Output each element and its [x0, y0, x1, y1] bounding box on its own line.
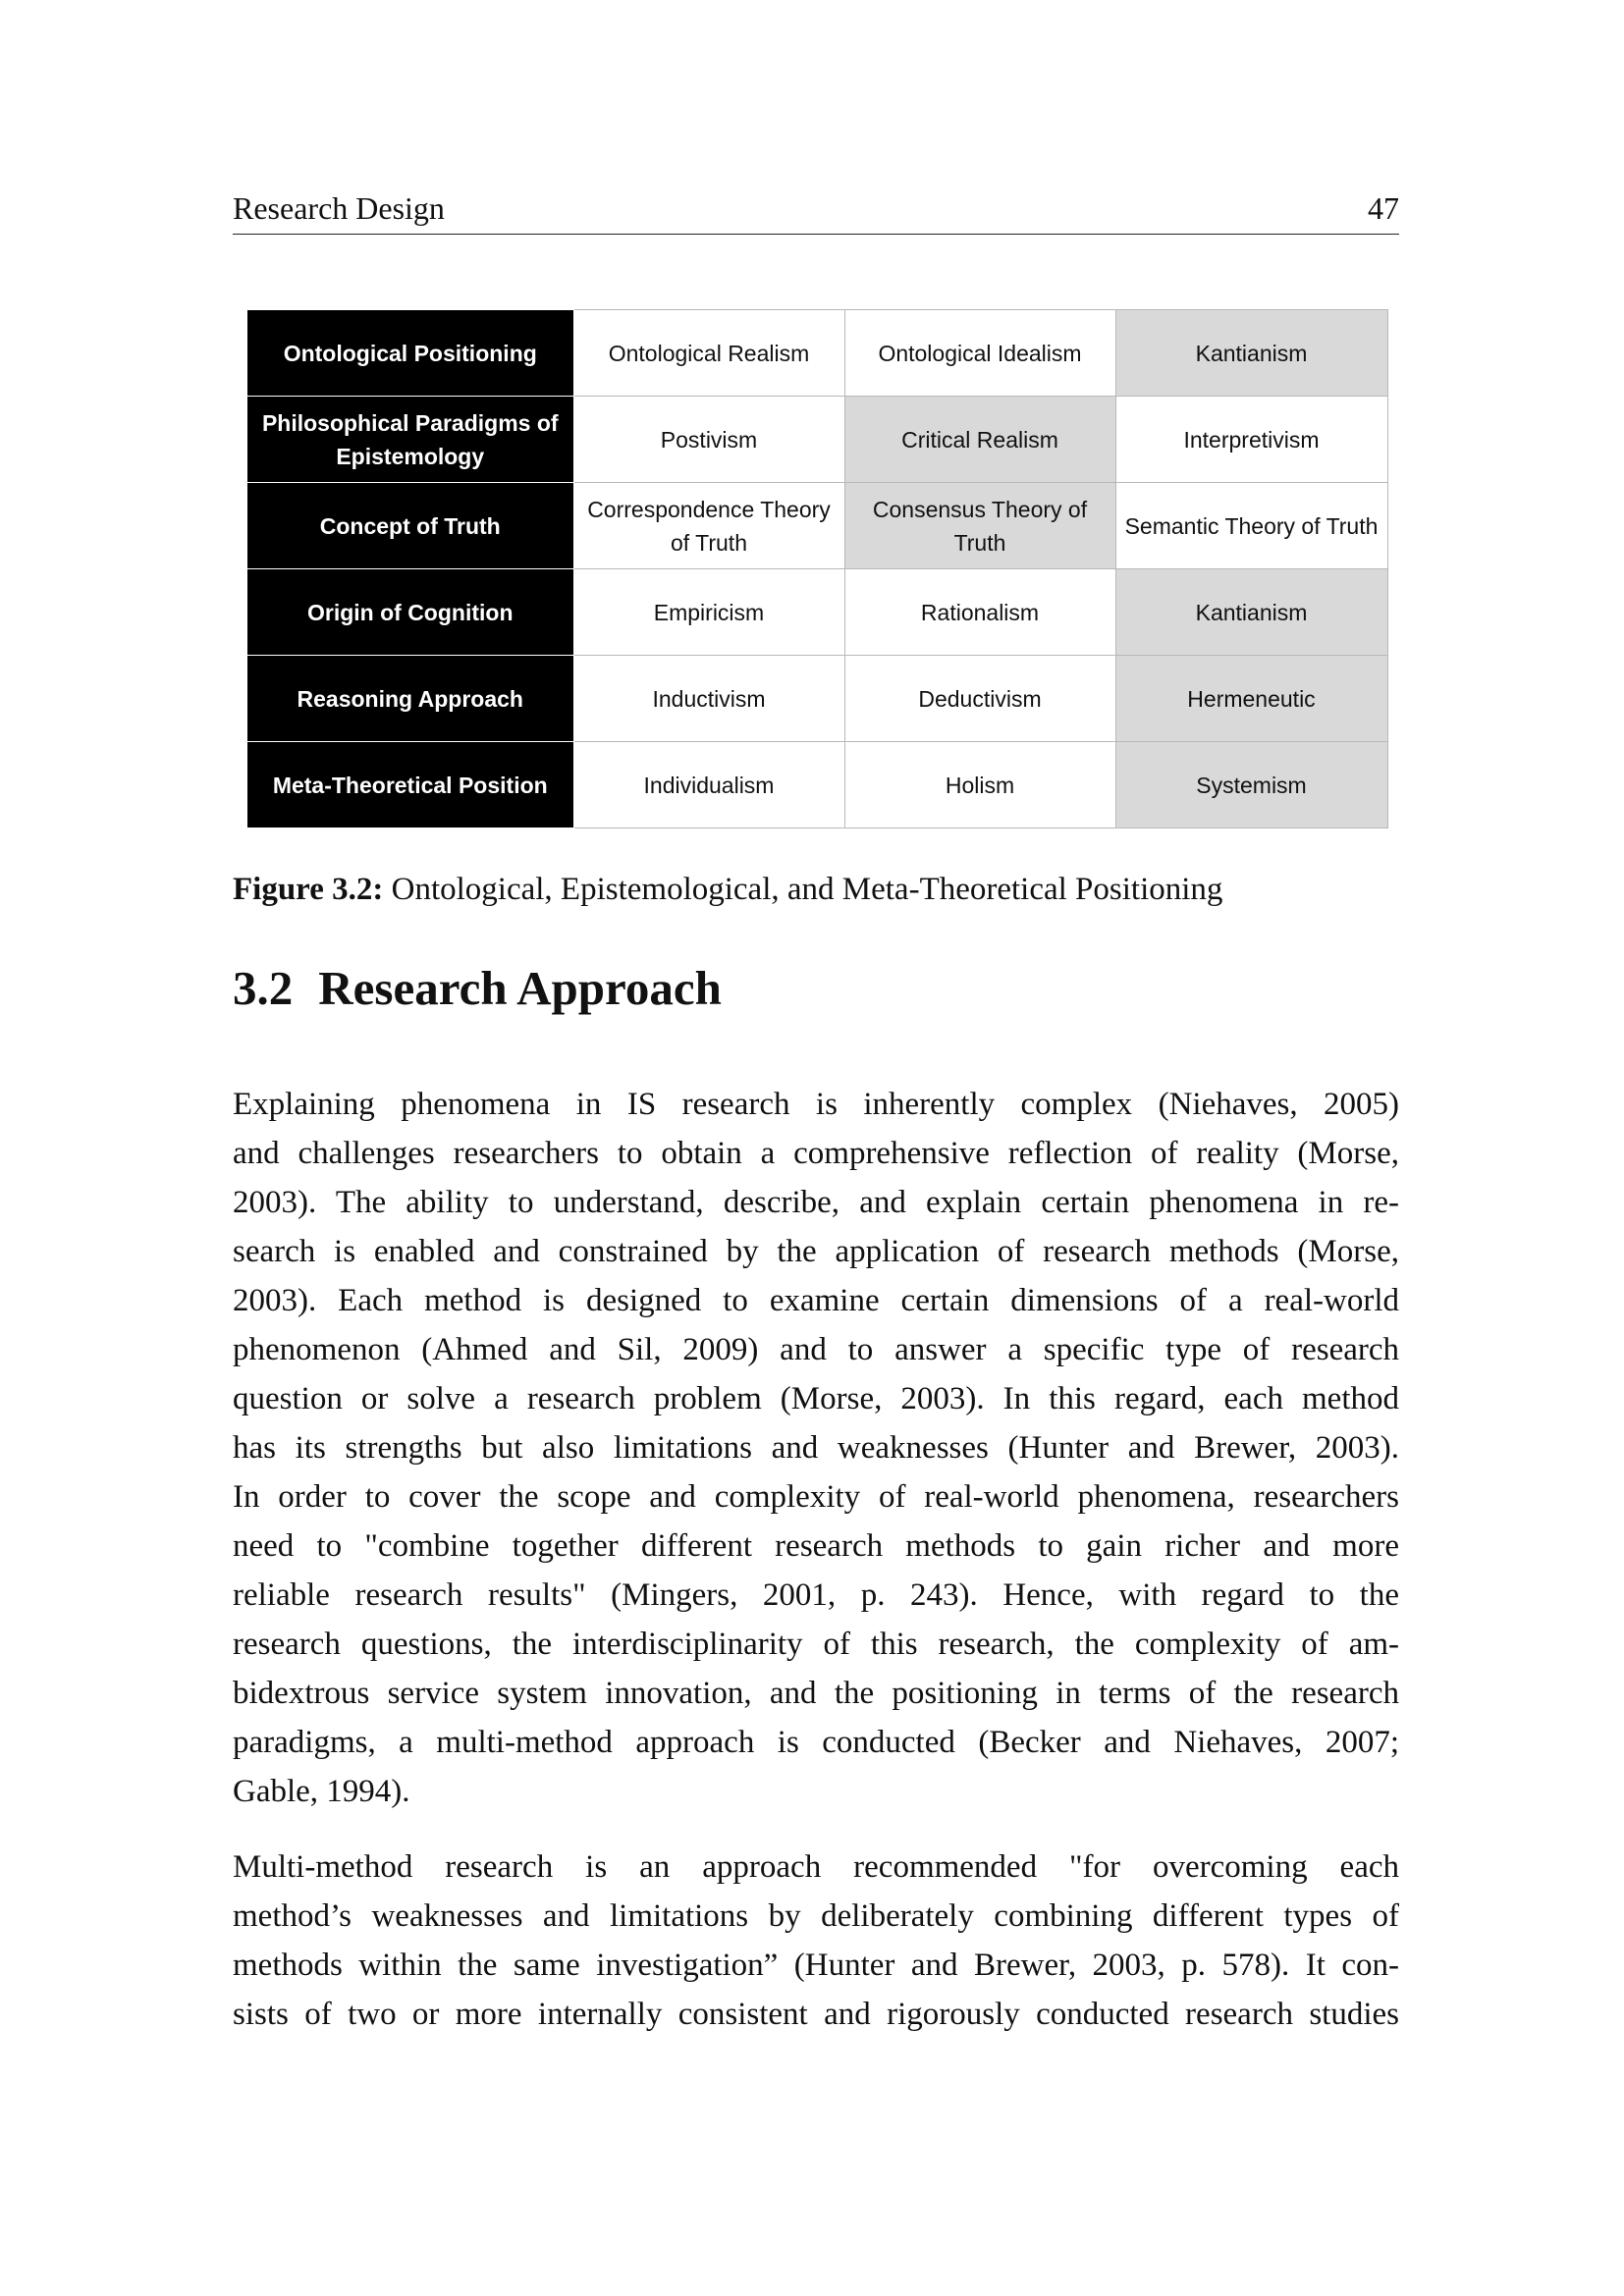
row-header: Reasoning Approach — [247, 656, 573, 742]
table-row — [247, 742, 1387, 828]
figure-caption-text: Ontological, Epistemological, and Meta-Theoretical Positioning — [391, 872, 1223, 907]
row-header: Meta-Theoretical Position — [247, 742, 573, 828]
table-cell: Systemism — [1115, 742, 1387, 828]
table-cell: Rationalism — [844, 569, 1115, 656]
table-cell: Kantianism — [1115, 569, 1387, 656]
table-row — [247, 483, 1387, 569]
table-cell: Ontological Idealism — [844, 310, 1115, 397]
table-cell: Interpretivism — [1115, 397, 1387, 483]
running-header — [233, 190, 1399, 235]
text-line: In order to cover the scope and complexity of real-world phenomena, researchers — [233, 1479, 1399, 1515]
text-line: Multi-method research is an approach recommended "for overcoming each — [233, 1849, 1399, 1885]
text-line: Gable, 1994). — [233, 1774, 410, 1809]
text-line: has its strengths but also limitations and weaknesses (Hunter and Brewer, 2003). — [233, 1430, 1399, 1466]
paragraph-2 — [233, 1842, 1399, 2039]
text-line: Explaining phenomena in IS research is inherently complex (Niehaves, 2005) — [233, 1087, 1399, 1122]
text-line: and challenges researchers to obtain a comprehensive reflection of reality (Morse, — [233, 1136, 1399, 1171]
text-line: search is enabled and constrained by the application of research methods (Morse, — [233, 1234, 1399, 1269]
text-line: reliable research results" (Mingers, 2001, p. 243). Hence, with regard to the — [233, 1577, 1399, 1613]
text-line: question or solve a research problem (Morse, 2003). In this regard, each method — [233, 1381, 1399, 1416]
table-cell: Ontological Realism — [573, 310, 844, 397]
table-cell: Kantianism — [1115, 310, 1387, 397]
table-cell: Hermeneutic — [1115, 656, 1387, 742]
text-line: method’s weaknesses and limitations by deliberately combining different types of — [233, 1898, 1399, 1934]
text-line: need to "combine together different research methods to gain richer and more — [233, 1528, 1399, 1564]
table-cell: Consensus Theory of Truth — [844, 483, 1115, 569]
section-number: 3.2 — [233, 961, 294, 1015]
section-heading — [233, 960, 722, 1016]
text-line: phenomenon (Ahmed and Sil, 2009) and to answer a specific type of research — [233, 1332, 1399, 1367]
table-cell: Semantic Theory of Truth — [1115, 483, 1387, 569]
table-cell: Empiricism — [573, 569, 844, 656]
table-row — [247, 397, 1387, 483]
table-cell: Deductivism — [844, 656, 1115, 742]
table-row — [247, 569, 1387, 656]
positioning-table — [247, 309, 1388, 828]
table-cell: Holism — [844, 742, 1115, 828]
row-header: Concept of Truth — [247, 483, 573, 569]
running-header-title: Research Design — [233, 190, 445, 226]
text-line: research questions, the interdisciplinarity of this research, the complexity of am- — [233, 1627, 1399, 1662]
text-line: methods within the same investigation” (Hunter and Brewer, 2003, p. 578). It con- — [233, 1948, 1399, 1983]
table-row — [247, 656, 1387, 742]
table-cell: Inductivism — [573, 656, 844, 742]
figure-caption-label: Figure 3.2: — [233, 872, 384, 907]
table-cell: Postivism — [573, 397, 844, 483]
section-title: Research Approach — [318, 961, 722, 1015]
text-line: bidextrous service system innovation, and the positioning in terms of the research — [233, 1676, 1399, 1711]
table-cell: Critical Realism — [844, 397, 1115, 483]
row-header: Ontological Positioning — [247, 310, 573, 397]
text-line: 2003). Each method is designed to examine certain dimensions of a real-world — [233, 1283, 1399, 1318]
table-cell: Correspondence Theory of Truth — [573, 483, 844, 569]
text-line: sists of two or more internally consistent and rigorously conducted research studies — [233, 1997, 1399, 2032]
table-row — [247, 310, 1387, 397]
text-line: paradigms, a multi-method approach is conducted (Becker and Niehaves, 2007; — [233, 1725, 1399, 1760]
table-cell: Individualism — [573, 742, 844, 828]
figure-caption — [233, 872, 1222, 908]
row-header: Origin of Cognition — [247, 569, 573, 656]
row-header: Philosophical Paradigms of Epistemology — [247, 397, 573, 483]
paragraph-1 — [233, 1080, 1399, 1816]
text-line: 2003). The ability to understand, describe, and explain certain phenomena in re- — [233, 1185, 1399, 1220]
page-number: 47 — [1368, 190, 1399, 226]
